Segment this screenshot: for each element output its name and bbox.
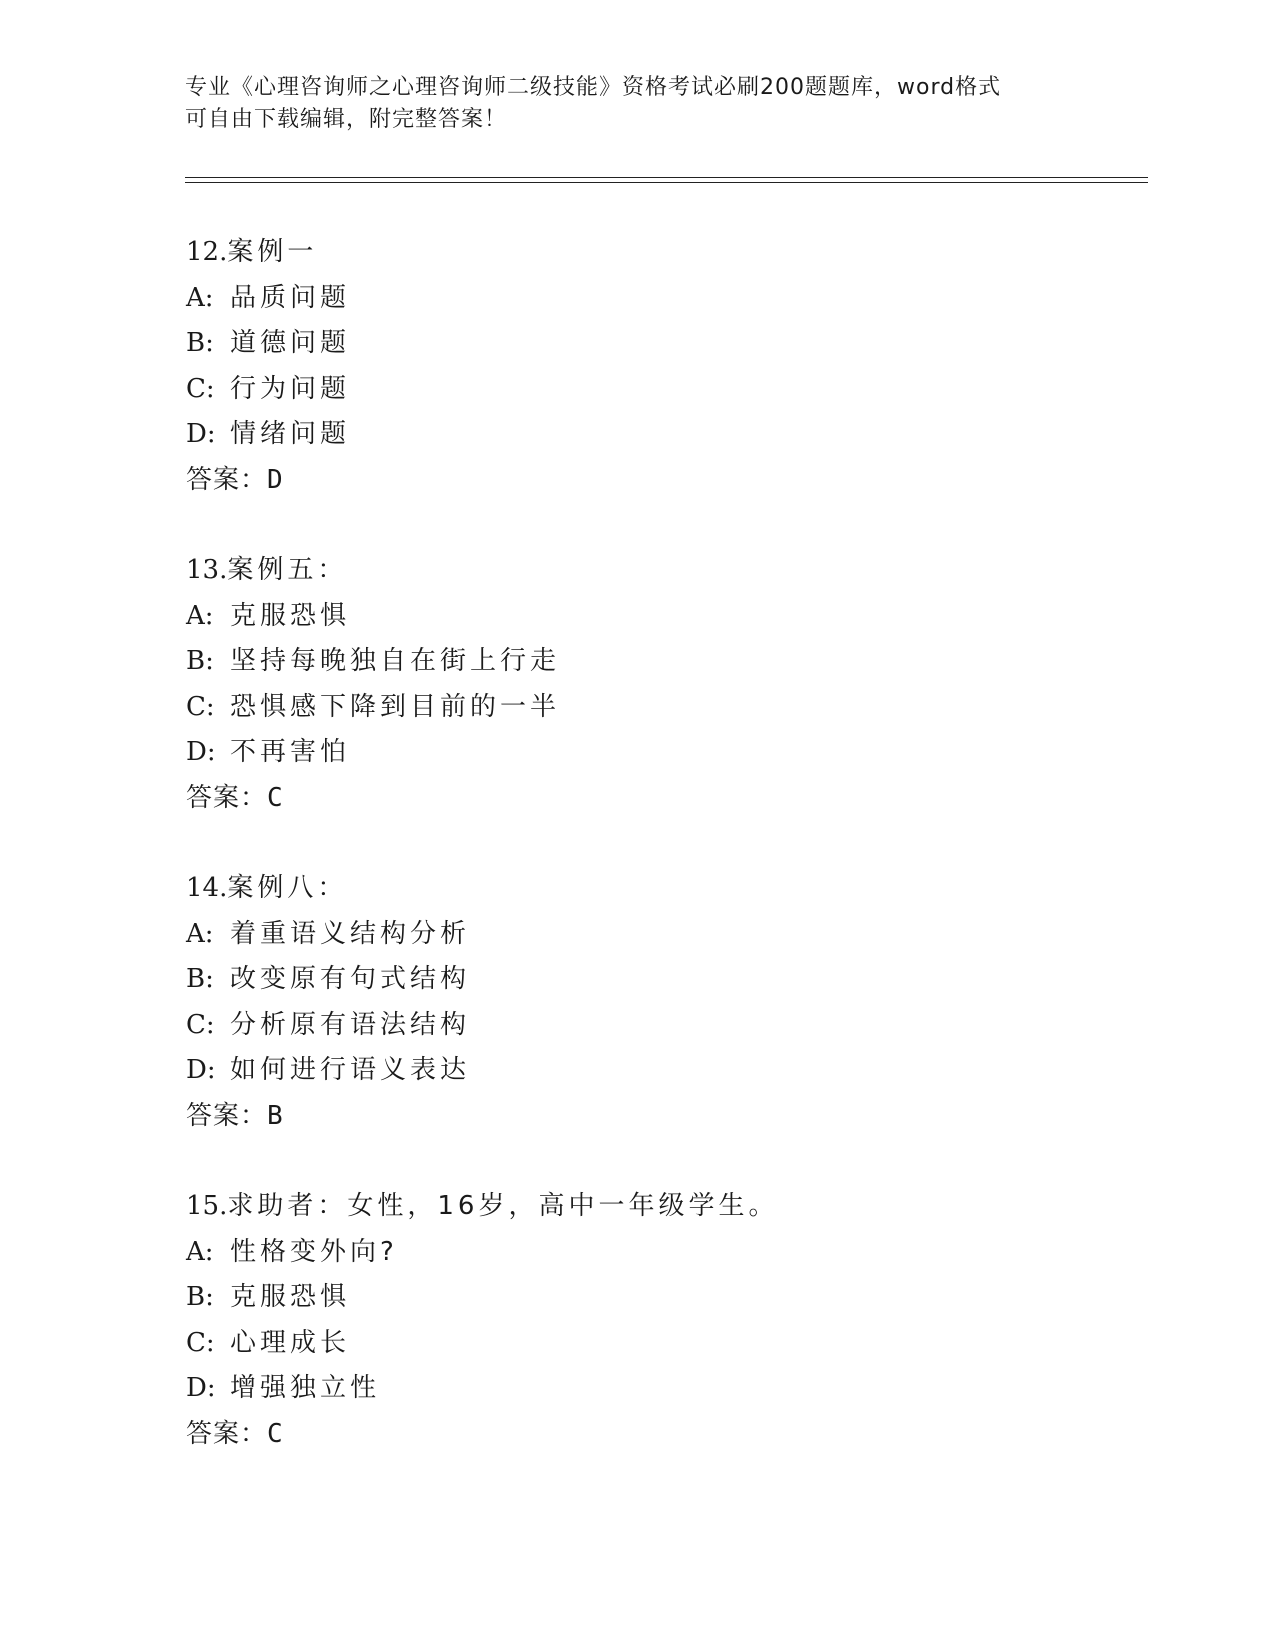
- option-text: 恐惧感下降到目前的一半: [230, 691, 561, 722]
- option-letter: B:: [186, 964, 214, 994]
- option-a: [186, 276, 1086, 322]
- question-text: 案例一: [227, 237, 318, 267]
- option-letter: A:: [186, 918, 214, 949]
- option-a: [186, 912, 1086, 958]
- answer-line: [186, 1094, 1086, 1140]
- question-text: 案例五：: [227, 555, 348, 585]
- option-letter: C:: [186, 1009, 215, 1040]
- option-text: 坚持每晚独自在街上行走: [230, 646, 561, 676]
- answer-label: 答案：: [186, 1100, 268, 1131]
- question-text: 求助者：女性，16岁，高中一年级学生。: [227, 1191, 779, 1221]
- option-text: 行为问题: [230, 373, 351, 404]
- option-letter: C:: [186, 691, 215, 722]
- answer-label: 答案：: [186, 782, 268, 813]
- option-a: [186, 594, 1086, 640]
- question-15: [186, 1184, 1086, 1502]
- option-text: 改变原有句式结构: [230, 964, 471, 994]
- answer-label: 答案：: [186, 464, 268, 495]
- option-letter: D:: [186, 737, 216, 767]
- option-letter: A:: [186, 282, 214, 313]
- option-text: 增强独立性: [230, 1373, 381, 1403]
- option-d: [186, 1048, 1086, 1094]
- option-c: [186, 1321, 1086, 1367]
- question-number: 13.: [186, 555, 228, 585]
- option-b: [186, 639, 1086, 685]
- option-d: [186, 412, 1086, 458]
- option-d: [186, 1366, 1086, 1412]
- option-c: [186, 685, 1086, 731]
- option-letter: C:: [186, 373, 215, 404]
- option-text: 情绪问题: [230, 419, 351, 449]
- document-header: [185, 72, 1065, 136]
- question-13: [186, 548, 1086, 866]
- option-d: [186, 730, 1086, 776]
- header-divider-bottom: [185, 182, 1148, 183]
- option-letter: D:: [186, 419, 216, 449]
- option-text: 道德问题: [230, 328, 351, 358]
- option-c: [186, 1003, 1086, 1049]
- question-text: 案例八：: [227, 873, 348, 903]
- option-b: [186, 957, 1086, 1003]
- option-text: 着重语义结构分析: [230, 918, 471, 949]
- answer-value: C: [267, 782, 284, 813]
- option-c: [186, 367, 1086, 413]
- answer-value: B: [267, 1100, 284, 1131]
- option-a: [186, 1230, 1086, 1276]
- header-divider-top: [185, 177, 1148, 178]
- option-text: 性格变外向?: [230, 1236, 398, 1267]
- option-letter: C:: [186, 1327, 215, 1358]
- option-text: 品质问题: [230, 282, 351, 313]
- option-text: 如何进行语义表达: [230, 1055, 471, 1085]
- question-number: 12.: [186, 237, 228, 267]
- option-letter: B:: [186, 646, 214, 676]
- answer-value: D: [267, 464, 284, 495]
- option-letter: D:: [186, 1055, 216, 1085]
- option-text: 心理成长: [230, 1327, 351, 1358]
- answer-line: [186, 458, 1086, 504]
- answer-line: [186, 1412, 1086, 1458]
- question-list: [186, 230, 1086, 1502]
- option-text: 不再害怕: [230, 737, 351, 767]
- question-number: 14.: [186, 873, 228, 903]
- question-number: 15.: [186, 1191, 228, 1221]
- option-text: 克服恐惧: [230, 600, 351, 631]
- question-14: [186, 866, 1086, 1184]
- option-letter: A:: [186, 1236, 214, 1267]
- option-b: [186, 1275, 1086, 1321]
- question-12: [186, 230, 1086, 548]
- question-stem: [186, 1184, 1086, 1230]
- option-text: 克服恐惧: [230, 1282, 351, 1312]
- header-line-2: 可自由下载编辑，附完整答案！: [185, 107, 508, 132]
- option-text: 分析原有语法结构: [230, 1009, 471, 1040]
- question-stem: [186, 548, 1086, 594]
- option-letter: B:: [186, 1282, 214, 1312]
- question-stem: [186, 866, 1086, 912]
- option-b: [186, 321, 1086, 367]
- header-line-1: 专业《心理咨询师之心理咨询师二级技能》资格考试必刷200题题库，word格式: [185, 75, 1002, 100]
- answer-value: C: [267, 1418, 284, 1449]
- answer-label: 答案：: [186, 1418, 268, 1449]
- option-letter: A:: [186, 600, 214, 631]
- answer-line: [186, 776, 1086, 822]
- option-letter: D:: [186, 1373, 216, 1403]
- option-letter: B:: [186, 328, 214, 358]
- question-stem: [186, 230, 1086, 276]
